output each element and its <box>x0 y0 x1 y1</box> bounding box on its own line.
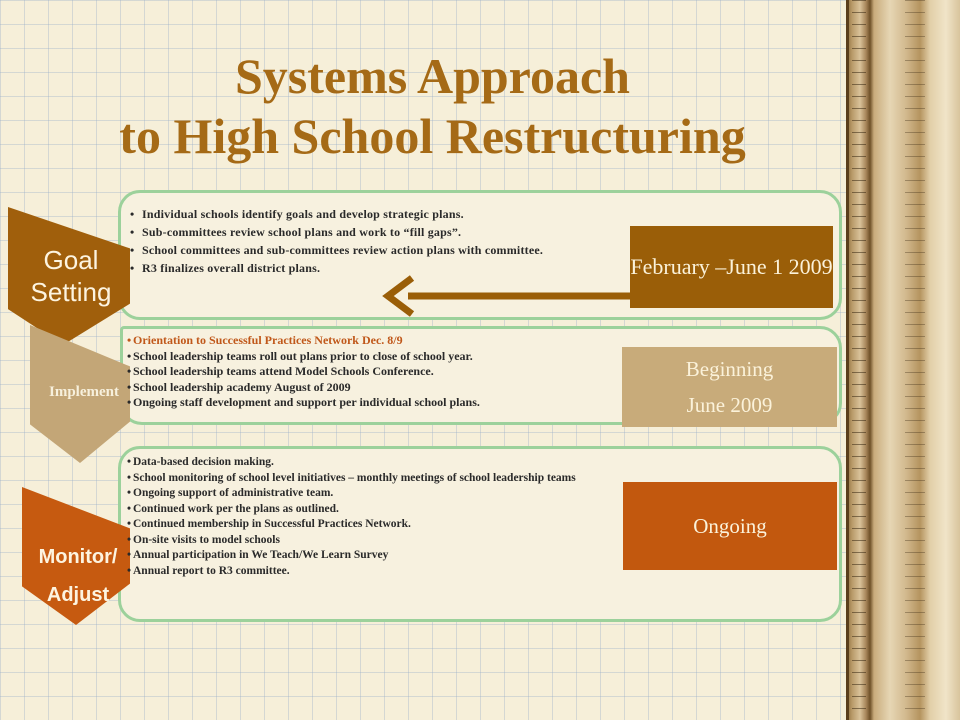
monitor-adjust-list <box>127 455 607 579</box>
list-item: • Orientation to Successful Practices Network Dec. 8/9 <box>127 333 607 349</box>
title-line-2: to High School Restructuring <box>119 108 746 164</box>
list-item: • Annual report to R3 committee. <box>127 564 607 580</box>
list-item: • Ongoing support of administrative team. <box>127 486 607 502</box>
implement-timeframe-line-1: Beginning <box>685 357 774 381</box>
list-item: • Sub-committees review school plans and work to “fill gaps”. <box>128 225 598 239</box>
list-item: • R3 finalizes overall district plans. <box>128 261 598 275</box>
goal-setting-label: Goal Setting <box>30 245 112 307</box>
list-item: • School leadership teams roll out plans prior to close of school year. <box>127 349 607 365</box>
goal-timeframe-box <box>630 226 833 308</box>
list-item: • School leadership academy August of 2009 <box>127 380 607 396</box>
monitor-timeframe: Ongoing <box>693 513 767 538</box>
monitor-timeframe-box <box>623 482 837 570</box>
implement-list <box>127 333 607 411</box>
monitor-adjust-label <box>26 538 130 614</box>
left-arrow-icon <box>378 272 638 322</box>
list-item: • Ongoing staff development and support per individual school plans. <box>127 395 607 411</box>
implement-label: Implement <box>49 384 119 400</box>
list-item: • On-site visits to model schools <box>127 533 607 549</box>
implement-timeframe-line-2: June 2009 <box>686 393 773 417</box>
list-item: • Continued work per the plans as outlined. <box>127 502 607 518</box>
list-item: • School monitoring of school level initiatives – monthly meetings of school leadership teams <box>127 471 607 487</box>
goal-timeframe: February –June 1 2009 <box>630 254 833 279</box>
ruler-ticks-secondary <box>905 0 925 720</box>
list-item: • Continued membership in Successful Practices Network. <box>127 517 607 533</box>
implement-timeframe-box <box>622 347 837 427</box>
list-item: • Data-based decision making. <box>127 455 607 471</box>
goal-setting-list <box>128 207 598 279</box>
monitor-label-line-2: Adjust <box>46 584 110 606</box>
list-item: • Annual participation in We Teach/We Learn Survey <box>127 548 607 564</box>
list-item: • School committees and sub-committees review action plans with committee. <box>128 243 598 257</box>
slide-title <box>0 46 865 166</box>
title-line-1: Systems Approach <box>235 48 630 104</box>
list-item: • School leadership teams attend Model Schools Conference. <box>127 364 607 380</box>
monitor-label-line-1: Monitor/ <box>38 546 118 568</box>
list-item: • Individual schools identify goals and develop strategic plans. <box>128 207 598 221</box>
